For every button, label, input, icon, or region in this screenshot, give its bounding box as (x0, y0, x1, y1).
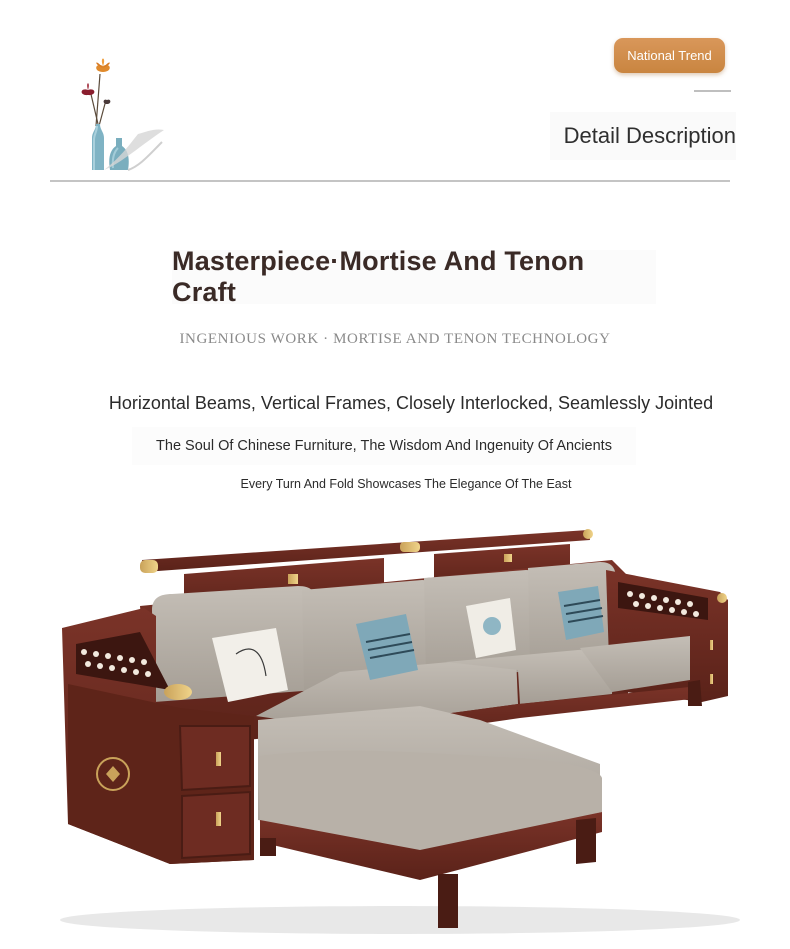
subtitle: INGENIOUS WORK · MORTISE AND TENON TECHNOLOGY (179, 331, 611, 347)
accent-rule (694, 90, 731, 92)
vase-illustration (70, 54, 170, 174)
header-divider (50, 180, 730, 182)
tagline-2-box (132, 427, 636, 465)
tagline-2: The Soul Of Chinese Furniture, The Wisdom And Ingenuity Of Ancients (156, 438, 612, 454)
tagline-3: Every Turn And Fold Showcases The Elegance Of The East (240, 477, 572, 491)
national-trend-badge: National Trend (614, 38, 725, 73)
section-title-text: Detail Description (563, 123, 736, 148)
section-title (550, 112, 736, 160)
page-title: Masterpiece·Mortise And Tenon Craft (172, 246, 585, 307)
sofa-illustration (40, 520, 760, 940)
tagline-1: Horizontal Beams, Vertical Frames, Closely Interlocked, Seamlessly Jointed (108, 393, 714, 413)
title-box (172, 246, 656, 307)
